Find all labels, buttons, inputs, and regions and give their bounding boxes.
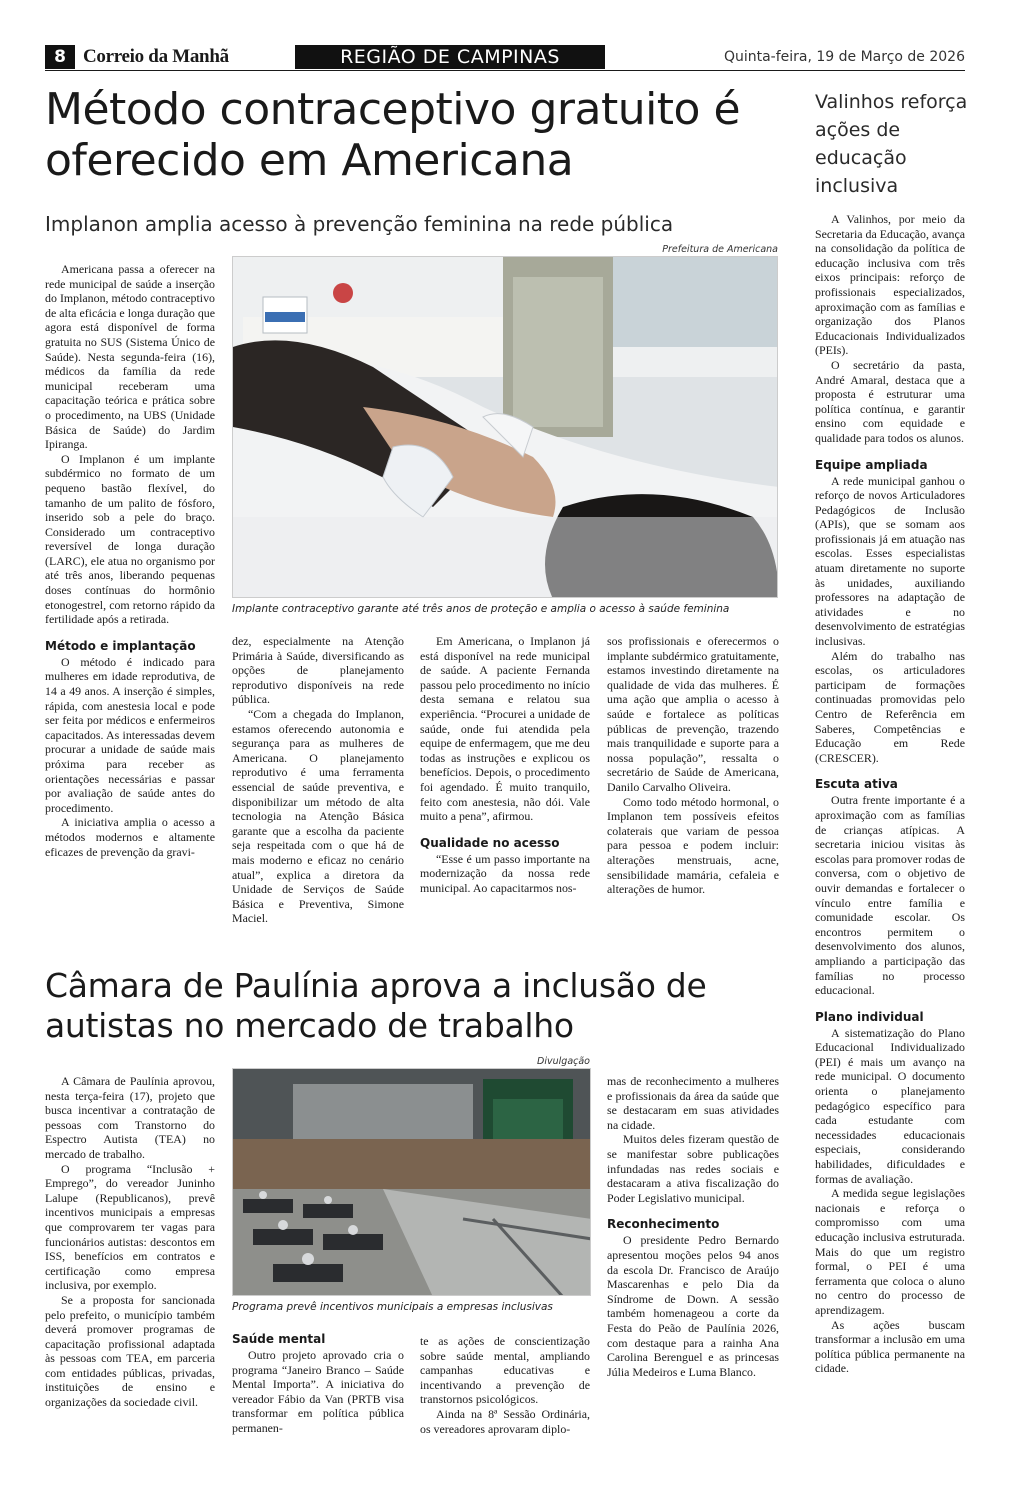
paragraph: As ações buscam transformar a inclusão em uma política pública permanente na cidade. <box>815 1317 965 1376</box>
article1-subtitle: Implanon amplia acesso à prevenção feminina na rede pública <box>45 212 674 236</box>
page-number: 8 <box>45 45 75 69</box>
paragraph: “Com a chegada do Implanon, estamos oferecendo autonomia e segurança para as mulheres de Americana. O planejamento reprodutivo é uma ferramenta essencial de saúde preventiva, e disponibilizar um método de alta tecnologia na Atenção Básica garante que a escolha da paciente seja respeitada com o que há de mais moderno e eficaz no cenário atual”, explica a diretora da Unidade de Serviços de Saúde Básica e Preventiva, Simone Maciel. <box>232 706 404 926</box>
article1-column-3 <box>420 634 590 896</box>
sidebar-title: Valinhos reforça ações de educação inclusiva <box>815 91 968 197</box>
paragraph: A Valinhos, por meio da Secretaria da Educação, avança na consolidação da política de educação inclusiva com três eixos principais: reforço de profissionais especializados, aproximação com as famílias e organização dos Planos Educacionais Individualizados (PEIs). <box>815 212 965 358</box>
paragraph: Em Americana, o Implanon já está disponível na rede municipal de saúde. A paciente Fernanda passou pelo procedimento no início desta semana e relatou sua experiência. “Procurei a unidade de saúde, onde fui atendida pela equipe de enfermagem, que me deu todas as instruções e explicou os benefícios. Depois, o procedimento foi agendado. É muito tranquilo, feito com anestesia, não dói. Vale muito a pena”, afirmou. <box>420 634 590 824</box>
article1-column-4 <box>607 634 779 897</box>
article1-photo-credit: Prefeitura de Americana <box>662 244 778 255</box>
paragraph: te as ações de conscientização sobre saúde mental, ampliando campanhas educativas e incentivando a prevenção de transtornos psicológicos. <box>420 1334 590 1407</box>
article2-column-1 <box>45 1074 215 1410</box>
paragraph: Ainda na 8ª Sessão Ordinária, os vereadores aprovaram diplo- <box>420 1406 590 1436</box>
paragraph: A sistematização do Plano Educacional Individualizado (PEI) é mais um avanço na rede municipal. O documento orienta o planejamento pedagógico específico para cada estudante com necessidades educacionais especiais, considerando habilidades, dificuldades e formas de avaliação. <box>815 1025 965 1186</box>
article2-photo <box>232 1068 591 1296</box>
paragraph: Se a proposta for sancionada pelo prefeito, o município também deverá promover programas de capacitação profissional adaptada às pessoas com TEA, em parceria com entidades públicas, privadas, instituições de ensino e organizações da sociedade civil. <box>45 1292 215 1410</box>
paragraph: O método é indicado para mulheres em idade reprodutiva, de 14 a 49 anos. A inserção é simples, rápida, com anestesia local e pode ser feita por médicos e enfermeiros capacitados. As interessadas devem procurar a unidade de saúde mais próxima para receber as orientações necessárias e passar por avaliação de saúde antes do procedimento. <box>45 654 215 815</box>
subheading: Equipe ampliada <box>815 457 928 472</box>
sidebar-column <box>815 212 965 1376</box>
paragraph: Muitos deles fizeram questão de se manifestar sobre publicações infundadas nas redes sociais e destacaram a ativa fiscalização do Poder Legislativo municipal. <box>607 1132 779 1205</box>
paragraph: Além do trabalho nas escolas, os articuladores participam de formações continuadas promovidas pelo Centro de Referência em Saberes, Competências e Educação em Rede (CRESCER). <box>815 648 965 765</box>
article1-title: Método contraceptivo gratuito é oferecido em Americana <box>45 84 741 186</box>
article2-title: Câmara de Paulínia aprova a inclusão de autistas no mercado de trabalho <box>45 966 707 1045</box>
article1-column-1 <box>45 262 215 859</box>
article2-column-3 <box>420 1334 590 1436</box>
issue-date: Quinta-feira, 19 de Março de 2026 <box>723 49 965 65</box>
article2-photo-caption: Programa prevê incentivos municipais a empresas inclusivas <box>232 1301 553 1313</box>
paragraph: O presidente Pedro Bernardo apresentou moções pelos 94 anos da escola Dr. Francisco de Araújo Mascarenhas e pelo Dia da Síndrome de Down. A sessão também homenageou a corte da Festa do Peão de Paulínia 2026, com destaque para a rainha Ana Carolina Berenguel e as princesas Júlia Medeiros e Luma Blanco. <box>607 1233 779 1379</box>
paragraph: Americana passa a oferecer na rede municipal de saúde a inserção do Implanon, método contraceptivo de alta eficácia e longa duração que agora está disponível de forma gratuita no SUS (Sistema Único de Saúde). Nesta segunda-feira (16), médicos da família da rede municipal receberam uma capacitação teórica e prática sobre o procedimento, na UBS (Unidade Básica de Saúde) do Jardim Ipiranga. <box>45 262 215 452</box>
subheading: Qualidade no acesso <box>420 835 560 850</box>
implant-procedure-image <box>233 257 778 598</box>
subheading: Saúde mental <box>232 1332 326 1346</box>
article2-photo-credit: Divulgação <box>537 1056 590 1067</box>
paragraph: Outra frente importante é a aproximação com as famílias de crianças atípicas. A secretaria iniciou visitas às escolas para promover rodas de conversa, com o objetivo de ouvir demandas e fortalecer o vínculo entre família e comunidade escolar. Os encontros permitem o desenvolvimento dos alunos, ampliando a participação das famílias no processo educacional. <box>815 793 965 998</box>
paragraph: O Implanon é um implante subdérmico no formato de um pequeno bastão flexível, do tamanho de um palito de fósforo, inserido sob a pele do braço. Considerado um contraceptivo reversível de longa duração (LARC), ele atua no organismo por até três anos, liberando pequenas doses contínuas do hormônio etonogestrel, com retorno rápido da fertilidade após a retirada. <box>45 451 215 627</box>
subheading: Reconhecimento <box>607 1217 720 1232</box>
paragraph: A iniciativa amplia o acesso a métodos modernos e altamente eficazes de prevenção da gravi- <box>45 815 215 859</box>
subheading: Escuta ativa <box>815 777 898 792</box>
article2-column-4 <box>607 1074 779 1379</box>
paragraph: Como todo método hormonal, o Implanon tem possíveis efeitos colaterais que variam de pessoa para pessoa e podem incluir: alterações menstruais, acne, sensibilidade mamária, cefaleia e alterações de humor. <box>607 794 779 897</box>
paragraph: sos profissionais e oferecermos o implante subdérmico gratuitamente, estamos investindo diretamente na qualidade de vida das mulheres. É uma ação que amplia o acesso à saúde e fortalece as políticas públicas de prevenção, trazendo mais tranquilidade e suporte para a nossa população”, ressalta o secretário de Saúde de Americana, Danilo Carvalho Oliveira. <box>607 634 779 794</box>
paragraph: A rede municipal ganhou o reforço de novos Articuladores Pedagógicos de Inclusão (APIs), que se somam aos profissionais já em atuação nas escolas. Esses especialistas atuam diretamente no suporte às unidades, auxiliando professores na adaptação de atividades e no desenvolvimento de estratégias inclusivas. <box>815 473 965 649</box>
council-session-image <box>233 1069 591 1296</box>
paragraph: Outro projeto aprovado cria o programa “Janeiro Branco – Saúde Mental Importa”. A iniciativa do vereador Fábio da Van (PRTB visa transformar em política pública permanen- <box>232 1348 404 1435</box>
article2-column-2 <box>232 1320 404 1436</box>
paragraph: mas de reconhecimento a mulheres e profissionais da área da saúde que se destacaram em suas atividades na cidade. <box>607 1074 779 1132</box>
article1-photo <box>232 256 778 598</box>
paragraph: “Esse é um passo importante na modernização da nossa rede municipal. Ao capacitarmos nos- <box>420 851 590 895</box>
paragraph: A medida segue legislações nacionais e reforça o compromisso com uma educação inclusiva estruturada. Mais do que um registro formal, o PEI é uma ferramenta que coloca o aluno no centro do processo de aprendizagem. <box>815 1186 965 1317</box>
section-label: REGIÃO DE CAMPINAS <box>295 45 605 69</box>
article1-photo-caption: Implante contraceptivo garante até três anos de proteção e amplia o acesso à saúde feminina <box>232 603 730 615</box>
article1-column-2 <box>232 634 404 926</box>
subheading: Plano individual <box>815 1009 924 1024</box>
paragraph: O programa “Inclusão + Emprego”, do vereador Juninho Lalupe (Republicanos), prevê incentivos municipais a empresas que comprovarem ter vagas para funcionários autistas: descontos em ISS, benefícios em contratos e certificação como empresa inclusiva, por exemplo. <box>45 1161 215 1293</box>
newspaper-brand: Correio da Manhã <box>83 46 229 67</box>
paragraph: A Câmara de Paulínia aprovou, nesta terça-feira (17), projeto que busca incentivar a contratação de pessoas com Transtorno do Espectro Autista (TEA) no mercado de trabalho. <box>45 1074 215 1161</box>
page-header <box>45 45 965 71</box>
subheading: Método e implantação <box>45 638 196 653</box>
paragraph: dez, especialmente na Atenção Primária à Saúde, diversificando as opções de planejamento reprodutivo disponíveis na rede pública. <box>232 634 404 707</box>
paragraph: O secretário da pasta, André Amaral, destaca que a proposta é estruturar uma política contínua, e garantir ensino com equidade e qualidade para todos os alunos. <box>815 357 965 445</box>
